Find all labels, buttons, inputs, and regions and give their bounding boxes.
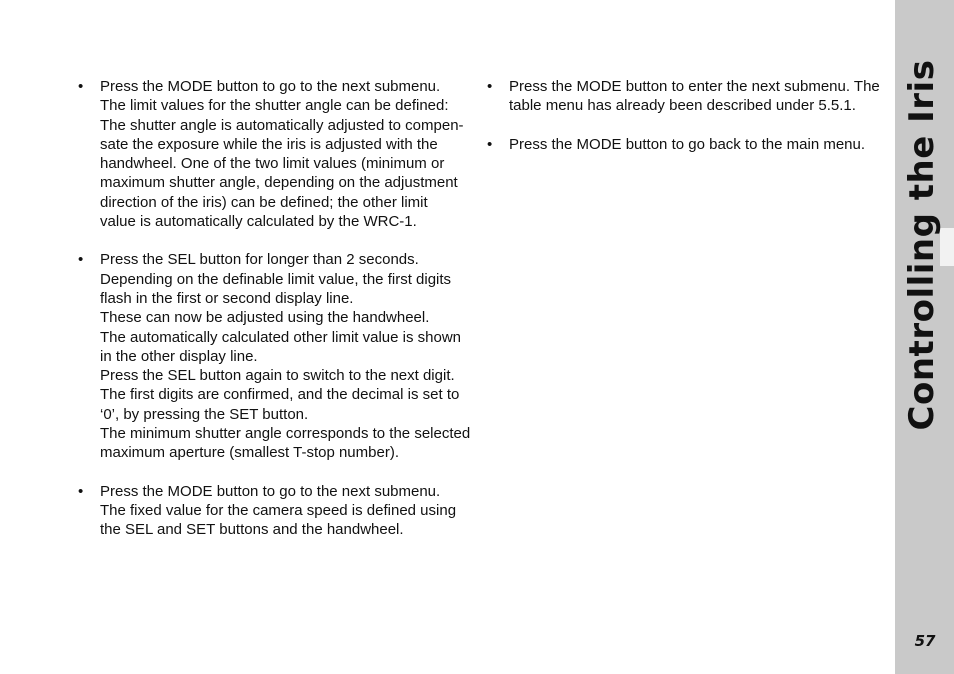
- text-line: sate the exposure while the iris is adjusted with the: [100, 135, 438, 153]
- page-number: 57: [914, 632, 936, 650]
- text-line: Press the MODE button to go back to the main menu.: [509, 135, 866, 153]
- text-line: Press the SEL button again to switch to the next digit.: [100, 367, 455, 385]
- text-line: ‘0’, by pressing the SET button.: [100, 405, 309, 423]
- text-line: The limit values for the shutter angle can be defined:: [100, 97, 449, 115]
- chapter-tab-marker: [940, 228, 954, 266]
- text-line: value is automatically calculated by the WRC-1.: [100, 213, 417, 231]
- text-line: Depending on the definable limit value, the first digits: [100, 270, 452, 288]
- text-line: the SEL and SET buttons and the handwheel.: [100, 521, 404, 539]
- text-line: flash in the first or second display line.: [100, 289, 354, 307]
- text-line: maximum aperture (smallest T-stop number).: [100, 444, 399, 462]
- bullet-item: [78, 77, 478, 231]
- text-line: Press the SEL button for longer than 2 seconds.: [100, 251, 419, 269]
- text-line: The shutter angle is automatically adjusted to compen-: [100, 116, 464, 134]
- text-line: table menu has already been described under 5.5.1.: [509, 97, 856, 115]
- text-line: Press the MODE button to go to the next submenu.: [100, 482, 441, 500]
- bullet-item: [487, 77, 882, 116]
- text-line: handwheel. One of the two limit values (minimum or: [100, 155, 445, 173]
- left-text-column: [78, 77, 478, 559]
- text-line: maximum shutter angle, depending on the adjustment: [100, 174, 458, 192]
- text-line: in the other display line.: [100, 347, 258, 365]
- bullet-icon: •: [487, 135, 493, 153]
- text-line: The automatically calculated other limit value is shown: [100, 328, 462, 346]
- text-line: These can now be adjusted using the handwheel.: [100, 309, 430, 327]
- section-title: Controlling the Iris: [902, 59, 942, 431]
- bullet-icon: •: [78, 251, 84, 269]
- text-line: Press the MODE button to go to the next submenu.: [100, 78, 441, 95]
- right-text-column: [487, 77, 882, 173]
- text-line: The first digits are confirmed, and the decimal is set to: [100, 386, 460, 404]
- bullet-item: [78, 250, 478, 462]
- bullet-item: [487, 135, 882, 154]
- bullet-item: [78, 482, 478, 540]
- text-line: Press the MODE button to enter the next submenu. The: [509, 78, 880, 95]
- text-line: The fixed value for the camera speed is defined using: [100, 501, 457, 519]
- bullet-icon: •: [78, 482, 84, 500]
- text-line: direction of the iris) can be defined; the other limit: [100, 193, 428, 211]
- bullet-icon: •: [78, 78, 84, 95]
- text-line: The minimum shutter angle corresponds to the selected: [100, 425, 471, 443]
- bullet-icon: •: [487, 78, 493, 95]
